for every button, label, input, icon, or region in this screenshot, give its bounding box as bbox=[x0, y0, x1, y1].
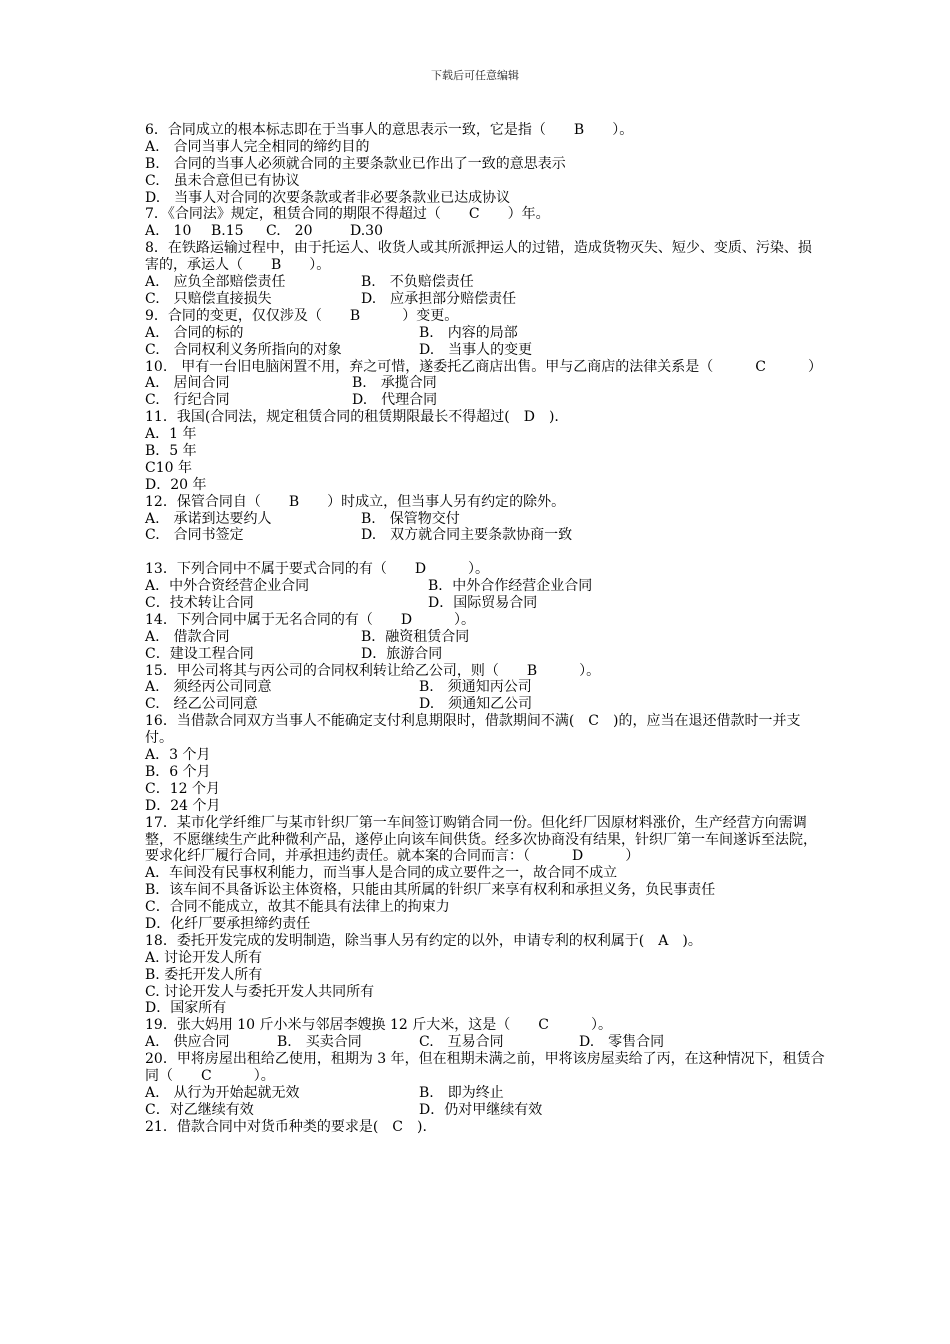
question-13-option-d: D．国际贸易合同 bbox=[428, 594, 538, 611]
question-10-option-c: C. 行纪合同 bbox=[145, 392, 230, 409]
question-9-option-a: A. 合同的标的 bbox=[145, 324, 244, 341]
question-17-option-b: B．该车间不具备诉讼主体资格，只能由其所属的针织厂来享有权利和承担义务，负民事责任 bbox=[145, 882, 716, 899]
question-9-options-row1 bbox=[145, 325, 825, 342]
question-19-option-b: B. 买卖合同 bbox=[277, 1034, 362, 1051]
question-9-option-d: D. 当事人的变更 bbox=[419, 341, 533, 358]
question-15-options-row1 bbox=[145, 679, 825, 696]
question-18-option-b: B. 委托开发人所有 bbox=[145, 966, 263, 983]
question-6-option-c: C. 虽未合意但已有协议 bbox=[145, 172, 300, 189]
question-20-option-a: A. 从行为开始起就无效 bbox=[145, 1084, 300, 1101]
question-14-stem: 14．下列合同中属于无名合同的有（ D ）。 bbox=[145, 611, 476, 628]
question-20-option-d: D．仍对甲继续有效 bbox=[419, 1101, 543, 1118]
question-12-option-a: A. 承诺到达要约人 bbox=[145, 510, 272, 527]
question-7-option-d: D.30 bbox=[350, 223, 383, 240]
question-14-option-c: C．建设工程合同 bbox=[145, 645, 254, 662]
question-12-option-d: D. 双方就合同主要条款协商一致 bbox=[361, 527, 573, 544]
question-6-stem: 6．合同成立的根本标志即在于当事人的意思表示一致，它是指（ B ）。 bbox=[145, 122, 634, 138]
question-15-stem: 15．甲公司将其与丙公司的合同权利转让给乙公司，则（ B ）。 bbox=[145, 662, 601, 679]
question-14-options-row2 bbox=[145, 646, 825, 663]
question-14-options-row1 bbox=[145, 629, 825, 646]
question-13-option-c: C．技术转让合同 bbox=[145, 594, 254, 611]
question-20-options-row2 bbox=[145, 1102, 825, 1119]
question-10-options-row1 bbox=[145, 375, 825, 392]
question-9-option-c: C. 合同权利义务所指向的对象 bbox=[145, 341, 342, 358]
question-17-option-a: A．车间没有民事权利能力，而当事人是合同的成立要件之一，故合同不成立 bbox=[145, 865, 618, 882]
question-13-options-row2 bbox=[145, 595, 825, 612]
question-18-option-d: D．国家所有 bbox=[145, 1000, 227, 1017]
question-18-stem: 18．委托开发完成的发明制造，除当事人另有约定的以外，申请专利的权利属于( A )。 bbox=[145, 932, 702, 949]
question-19-stem: 19．张大妈用 10 斤小米与邻居李嫂换 12 斤大米，这是（ C ）。 bbox=[145, 1017, 612, 1034]
question-11-option-b: B．5 年 bbox=[145, 442, 197, 459]
question-12-stem: 12．保管合同自（ B ）时成立，但当事人另有约定的除外。 bbox=[145, 493, 566, 510]
spacer bbox=[145, 544, 825, 561]
question-20-stem: 20．甲将房屋出租给乙使用，租期为 3 年，但在租期未满之前，甲将该房屋卖给了丙，在这种情况下，租赁合同（ C ）。 bbox=[145, 1051, 825, 1085]
question-7-stem: 7．《合同法》规定，租赁合同的期限不得超过（ C ）年。 bbox=[145, 206, 550, 223]
question-15-option-a: A. 须经丙公司同意 bbox=[145, 679, 272, 696]
question-6-option-d: D. 当事人对合同的次要条款或者非必要条款业已达成协议 bbox=[145, 189, 511, 206]
page-header: 下载后可任意编辑 bbox=[431, 69, 519, 82]
question-8-options-row2 bbox=[145, 291, 825, 308]
question-8-option-b: B. 不负赔偿责任 bbox=[361, 274, 474, 291]
question-19-option-c: C. 互易合同 bbox=[419, 1034, 504, 1051]
question-8-stem: 8．在铁路运输过程中，由于托运人、收货人或其所派押运人的过错，造成货物灭失、短少、变质、污染、损害的，承运人（ B ）。 bbox=[145, 240, 812, 274]
question-12-option-b: B. 保管物交付 bbox=[361, 510, 460, 527]
question-8-option-a: A. 应负全部赔偿责任 bbox=[145, 274, 286, 291]
question-11-stem: 11．我国(合同法，规定租赁合同的租赁期限最长不得超过( D ). bbox=[145, 409, 559, 426]
question-12-option-c: C. 合同书签定 bbox=[145, 527, 244, 544]
question-13-option-a: A．中外合资经营企业合同 bbox=[145, 578, 310, 595]
question-20-options-row1 bbox=[145, 1085, 825, 1102]
question-7-option-a: A. 10 bbox=[145, 223, 192, 240]
question-6-option-a: A. 合同当事人完全相同的缔约目的 bbox=[145, 138, 370, 155]
question-8-options-row1 bbox=[145, 274, 825, 291]
question-20-option-b: B. 即为终止 bbox=[419, 1084, 504, 1101]
question-15-option-d: D. 须通知乙公司 bbox=[419, 696, 533, 713]
question-10-options-row2 bbox=[145, 392, 825, 409]
question-8-option-c: C. 只赔偿直接损失 bbox=[145, 290, 272, 307]
question-7-option-c: C. 20 bbox=[266, 223, 313, 240]
question-11-option-d: D．20 年 bbox=[145, 476, 207, 493]
question-13-stem: 13．下列合同中不属于要式合同的有（ D ）。 bbox=[145, 561, 490, 578]
question-16-option-b: B．6 个月 bbox=[145, 763, 211, 780]
question-16-stem: 16．当借款合同双方当事人不能确定支付利息期限时，借款期间不满( C )的，应当在退还借款时一并支付。 bbox=[145, 713, 801, 747]
question-19-options bbox=[145, 1034, 825, 1051]
question-15-option-c: C. 经乙公司同意 bbox=[145, 696, 258, 713]
question-8-option-d: D. 应承担部分赔偿责任 bbox=[361, 290, 517, 307]
question-14-option-a: A. 借款合同 bbox=[145, 628, 230, 645]
question-12-options-row1 bbox=[145, 511, 825, 528]
question-20-option-c: C．对乙继续有效 bbox=[145, 1101, 254, 1118]
question-10-stem: 10. 甲有一台旧电脑闲置不用，弃之可惜，遂委托乙商店出售。甲与乙商店的法律关系是（ C ） bbox=[145, 358, 822, 375]
question-9-stem: 9．合同的变更，仅仅涉及（ B ）变更。 bbox=[145, 307, 459, 324]
question-13-option-b: B．中外合作经营企业合同 bbox=[428, 578, 593, 595]
question-16-option-d: D．24 个月 bbox=[145, 797, 221, 814]
question-14-option-d: D．旅游合同 bbox=[361, 645, 443, 662]
question-14-option-b: B．融资租赁合同 bbox=[361, 628, 470, 645]
question-7-option-b: B.15 bbox=[211, 223, 244, 240]
question-9-option-b: B. 内容的局部 bbox=[419, 324, 518, 341]
question-17-option-d: D．化纤厂要承担缔约责任 bbox=[145, 916, 311, 932]
question-15-option-b: B. 须通知丙公司 bbox=[419, 679, 532, 696]
question-10-option-b: B. 承揽合同 bbox=[352, 375, 437, 392]
question-17-stem: 17．某市化学纤维厂与某市针织厂第一车间签订购销合同一份。但化纤厂因原材料涨价，生产经营方向需调整，不愿继续生产此种微利产品，遂停止向该车间供货。经多次协商没有结果，针织厂第一车间遂诉至法院，要求化纤厂履行合同，并承担违约责任。就本案的合同而言：（ D ） bbox=[145, 814, 817, 865]
question-10-option-a: A. 居间合同 bbox=[145, 375, 230, 392]
question-17-option-c: C．合同不能成立，故其不能具有法律上的拘束力 bbox=[145, 899, 450, 916]
question-11-option-a: A．1 年 bbox=[145, 426, 197, 443]
question-15-options-row2 bbox=[145, 696, 825, 713]
question-7-options bbox=[145, 223, 825, 240]
question-18-option-a: A. 讨论开发人所有 bbox=[145, 949, 263, 966]
question-19-option-d: D. 零售合同 bbox=[579, 1034, 665, 1051]
question-13-options-row1 bbox=[145, 578, 825, 595]
question-16-option-a: A．3 个月 bbox=[145, 747, 211, 764]
question-6-option-b: B. 合同的当事人必须就合同的主要条款业已作出了一致的意思表示 bbox=[145, 155, 566, 172]
question-21-stem: 21．借款合同中对货币种类的要求是( C ). bbox=[145, 1118, 427, 1135]
question-11-option-c: C10 年 bbox=[145, 459, 192, 476]
question-list bbox=[145, 122, 825, 1136]
question-19-option-a: A. 供应合同 bbox=[145, 1034, 230, 1051]
question-10-option-d: D. 代理合同 bbox=[352, 392, 438, 409]
question-9-options-row2 bbox=[145, 342, 825, 359]
question-18-option-c: C. 讨论开发人与委托开发人共同所有 bbox=[145, 983, 375, 1000]
question-12-options-row2 bbox=[145, 527, 825, 544]
question-16-option-c: C．12 个月 bbox=[145, 780, 220, 797]
